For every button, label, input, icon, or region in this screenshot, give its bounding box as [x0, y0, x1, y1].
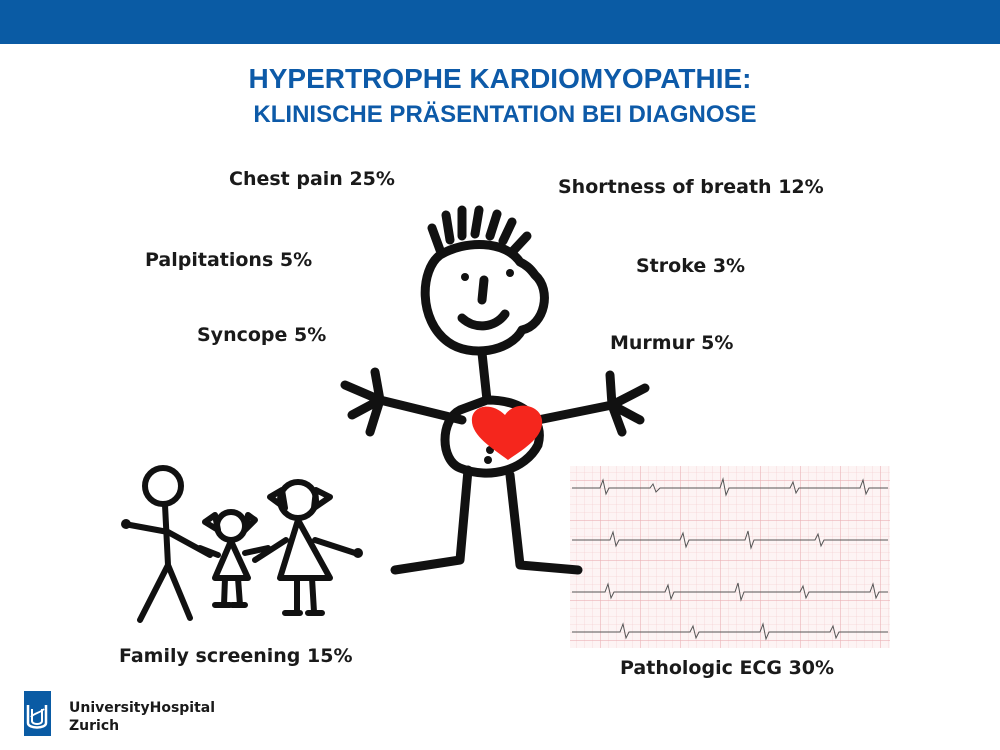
label-syncope: Syncope 5% — [197, 324, 327, 346]
label-shortness-of-breath: Shortness of breath 12% — [558, 176, 824, 198]
label-stroke: Stroke 3% — [636, 255, 746, 277]
label-palpitations: Palpitations 5% — [145, 249, 313, 271]
slide-subtitle: KLINISCHE PRÄSENTATION BEI DIAGNOSE — [253, 101, 757, 128]
label-family-screening: Family screening 15% — [119, 645, 353, 667]
logo-text — [69, 699, 215, 735]
label-murmur: Murmur 5% — [610, 332, 734, 354]
university-logo — [24, 691, 51, 736]
label-chest-pain: Chest pain 25% — [229, 168, 395, 190]
label-pathologic-ecg: Pathologic ECG 30% — [620, 657, 835, 679]
family-stick-figures — [130, 468, 355, 620]
slide-title: HYPERTROPHE KARDIOMYOPATHIE: — [248, 63, 752, 94]
ecg-strip — [570, 466, 890, 648]
logo-line1: UniversityHospital — [69, 700, 216, 716]
logo-line2: Zurich — [69, 718, 120, 734]
